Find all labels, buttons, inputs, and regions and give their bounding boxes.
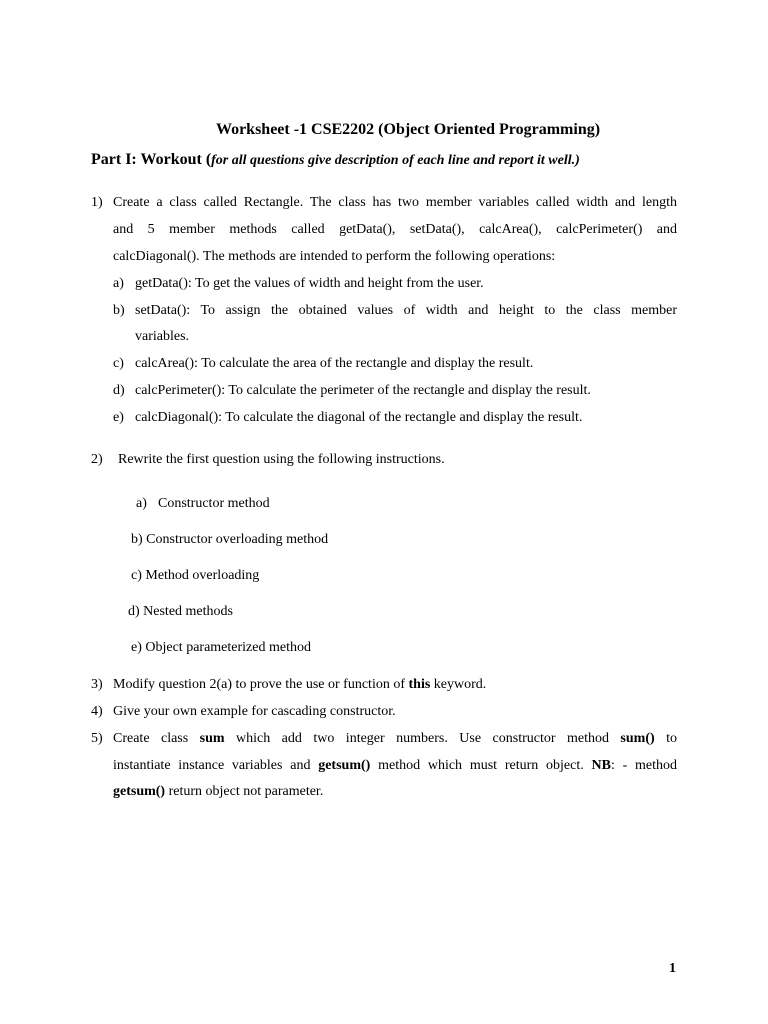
q5-l1-c: which add two integer numbers. Use constructor method [224, 731, 621, 746]
q3-post: keyword. [430, 677, 487, 692]
q1-line-1: Create a class called Rectangle. The class has two member variables called width and length [113, 195, 677, 210]
q5-l2-c: method which must return object. [370, 758, 592, 773]
q1-item-b-letter: b) [113, 303, 125, 318]
q4-number: 4) [91, 704, 103, 719]
page-number: 1 [669, 961, 676, 976]
q5-l3-b: return object not parameter. [165, 784, 324, 799]
q1-item-c: calcArea(): To calculate the area of the rectangle and display the result. [135, 356, 534, 371]
q5-l2-getsum: getsum() [318, 758, 371, 773]
q3-keyword: this [408, 677, 431, 692]
q5-l1-sum-method: sum() [620, 731, 655, 746]
part-note: for all questions give description of each line and report it well.) [211, 153, 580, 168]
q3-pre: Modify question 2(a) to prove the use or function of [113, 677, 409, 692]
q1-item-c-letter: c) [113, 356, 124, 371]
part-label: Part I: Workout ( [91, 151, 212, 168]
page-title: Worksheet -1 CSE2202 (Object Oriented Programming) [215, 121, 601, 138]
q2-item-e: e) Object parameterized method [131, 640, 311, 655]
q2-item-c: c) Method overloading [131, 568, 260, 583]
q1-item-a-letter: a) [113, 276, 124, 291]
part-heading [91, 151, 580, 169]
q5-l2-nb: NB [591, 758, 611, 773]
q1-item-d-letter: d) [113, 383, 125, 398]
q1-item-e-letter: e) [113, 410, 124, 425]
q1-item-b-cont: variables. [135, 329, 190, 344]
q1-item-b: setData(): To assign the obtained values of width and height to the class member [135, 303, 677, 318]
q1-item-e: calcDiagonal(): To calculate the diagonal of the rectangle and display the result. [135, 410, 583, 425]
q5-line-2 [113, 757, 677, 775]
q5-line-1 [113, 730, 677, 748]
q2-item-b: b) Constructor overloading method [131, 532, 329, 547]
q2-item-d: d) Nested methods [128, 604, 233, 619]
q4-text: Give your own example for cascading constructor. [113, 704, 396, 719]
q1-number: 1) [91, 195, 103, 210]
q3-text [113, 676, 486, 694]
q5-l2-a: instantiate instance variables and [113, 758, 319, 773]
q1-line-3: calcDiagonal(). The methods are intended to perform the following operations: [113, 249, 556, 264]
q5-number: 5) [91, 731, 103, 746]
q2-item-a: Constructor method [158, 496, 270, 511]
q3-number: 3) [91, 677, 103, 692]
q5-l3-getsum: getsum() [113, 784, 166, 799]
q1-item-a: getData(): To get the values of width and height from the user. [135, 276, 484, 291]
q2-number: 2) [91, 452, 103, 467]
q5-l1-e: to [654, 731, 678, 746]
q1-item-d: calcPerimeter(): To calculate the perimeter of the rectangle and display the result. [135, 383, 591, 398]
q1-line-2: and 5 member methods called getData(), setData(), calcArea(), calcPerimeter() and [113, 222, 677, 237]
q5-line-3 [113, 783, 323, 801]
q5-l2-e: : - method [610, 758, 678, 773]
q2-text: Rewrite the first question using the following instructions. [118, 452, 445, 467]
q2-item-a-letter: a) [136, 496, 147, 511]
q5-l1-sum: sum [199, 731, 225, 746]
q5-l1-a: Create class [113, 731, 200, 746]
